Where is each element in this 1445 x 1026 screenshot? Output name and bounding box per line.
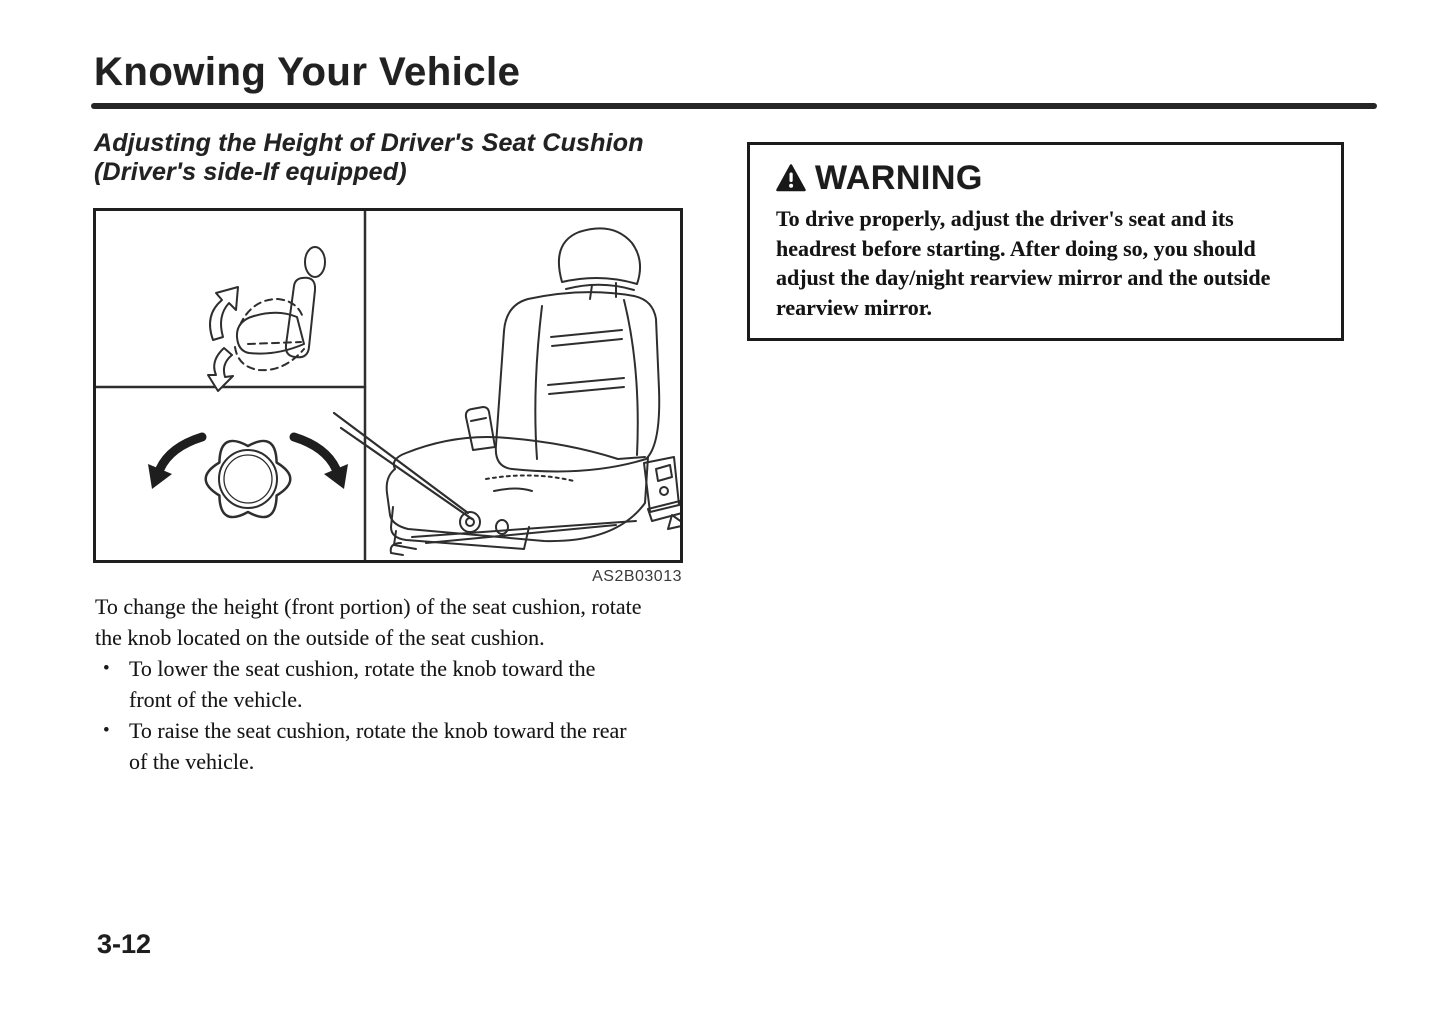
section-heading — [94, 129, 734, 187]
list-item — [95, 715, 643, 777]
title-rule — [91, 103, 1377, 109]
seat-perspective-panel-icon — [387, 228, 680, 555]
section-heading-line1: Adjusting the Height of Driver's Seat Cushion — [94, 129, 644, 157]
body-paragraph: To change the height (front portion) of the seat cushion, rotate the knob located on the outside of the seat cushion. — [95, 594, 642, 650]
warning-header — [776, 161, 1315, 195]
bullet-text: To lower the seat cushion, rotate the knob toward the front of the vehicle. — [129, 656, 596, 712]
bullet-icon: • — [103, 658, 110, 679]
bullet-list — [95, 653, 643, 777]
list-item — [95, 653, 643, 715]
figure-caption: AS2B03013 — [592, 568, 682, 585]
pointer-line — [334, 413, 472, 519]
bullet-icon: • — [103, 720, 110, 741]
warning-box — [747, 142, 1344, 341]
seat-adjustment-figure — [93, 208, 683, 563]
warning-text: To drive properly, adjust the driver's seat and its headrest before starting. After doing so, you should adjust the day/night rearview mirror and the outside rearview mirror. — [776, 206, 1271, 320]
page-title: Knowing Your Vehicle — [94, 50, 521, 94]
body-copy — [95, 591, 643, 777]
rotate-knob-panel-icon — [148, 437, 348, 517]
seat-illustration-svg — [96, 211, 680, 560]
seat-tilt-panel-icon — [208, 247, 325, 391]
page-number: 3-12 — [97, 929, 152, 959]
bullet-text: To raise the seat cushion, rotate the knob toward the rear of the vehicle. — [129, 718, 627, 774]
warning-label: WARNING — [815, 159, 983, 197]
section-heading-line2: (Driver's side-If equipped) — [94, 158, 407, 186]
warning-triangle-icon — [776, 164, 806, 193]
